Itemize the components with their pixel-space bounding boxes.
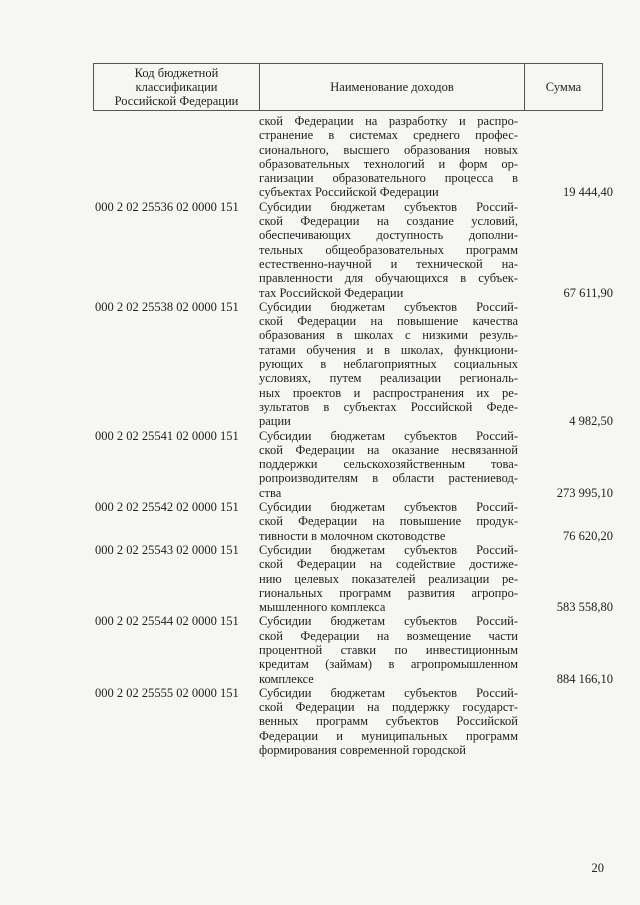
- description-line: сионального, высшего образования новых: [259, 142, 518, 157]
- description-line: комплексе: [259, 671, 314, 686]
- description-line: процентной ставки по инвестиционным: [259, 642, 518, 657]
- amount: 273 995,10: [556, 485, 613, 500]
- income-description: [259, 500, 518, 543]
- description-line: ства: [259, 485, 282, 500]
- description-line: образования в школах с низкими резуль-: [259, 328, 518, 343]
- amount: 583 558,80: [556, 600, 613, 615]
- table-header: [93, 63, 603, 111]
- description-line: Субсидии бюджетам субъектов Россий-: [259, 542, 518, 557]
- description-line: рующих в неблагоприятных социальных: [259, 357, 518, 372]
- header-code-line: классификации: [135, 80, 218, 94]
- description-line: ской Федерации на содействие достиже-: [259, 557, 518, 572]
- table-row: [0, 429, 640, 500]
- description-line: Субсидии бюджетам субъектов Россий-: [259, 614, 518, 629]
- header-code-line: Российской Федерации: [114, 94, 239, 108]
- table-row: [0, 500, 640, 543]
- amount: 76 620,20: [563, 528, 613, 543]
- description-line: образовательных технологий и форм ор-: [259, 156, 518, 171]
- income-description: [259, 114, 518, 200]
- description-line: ных проектов и распространения их ре-: [259, 385, 518, 400]
- description-line: тельных общеобразовательных программ: [259, 242, 518, 257]
- budget-code: 000 2 02 25536 02 0000 151: [95, 199, 239, 214]
- page-number: 20: [591, 861, 604, 875]
- description-line: Субсидии бюджетам субъектов Россий-: [259, 299, 518, 314]
- description-line: ской Федерации на разработку и распро-: [259, 114, 518, 128]
- description-line: ской Федерации на повышение качества: [259, 314, 518, 329]
- description-line: обеспечивающих доступность дополни-: [259, 228, 518, 243]
- amount: 19 444,40: [563, 185, 613, 200]
- description-line: тах Российской Федерации: [259, 285, 404, 300]
- description-line: ганизации образовательного процесса в: [259, 171, 518, 186]
- description-line: кредитам (займам) в агропромышленном: [259, 657, 518, 672]
- table-row: [0, 114, 640, 200]
- income-description: [259, 200, 518, 300]
- description-line: Федерации и муниципальных программ: [259, 728, 518, 743]
- description-line: мышленного комплекса: [259, 600, 386, 615]
- description-line: странение в системах среднего профес-: [259, 128, 518, 143]
- description-line: рации: [259, 414, 291, 429]
- description-line: татами обучения и в школах, функциони-: [259, 342, 518, 357]
- description-line: ской Федерации на возмещение части: [259, 628, 518, 643]
- description-line: поддержки сельскохозяйственным това-: [259, 457, 518, 472]
- income-description: [259, 543, 518, 614]
- description-line: ской Федерации на оказание несвязанной: [259, 442, 518, 457]
- header-name-column: [260, 64, 525, 110]
- header-sum-column: [525, 64, 602, 110]
- header-code-line: Код бюджетной: [134, 66, 219, 80]
- description-line: венных программ субъектов Российской: [259, 714, 518, 729]
- description-line: нию целевых показателей реализации ре-: [259, 571, 518, 586]
- description-line: условиях, путем реализации региональ-: [259, 371, 518, 386]
- description-line: правленности для обучающихся в субъек-: [259, 271, 518, 286]
- description-line: Субсидии бюджетам субъектов Россий-: [259, 685, 518, 700]
- description-line: тивности в молочном скотоводстве: [259, 528, 446, 543]
- description-line: Субсидии бюджетам субъектов Россий-: [259, 428, 518, 443]
- table-row: [0, 686, 640, 757]
- header-name-label: Наименование доходов: [330, 80, 454, 94]
- description-line: ропроизводителям в области растениевод-: [259, 471, 518, 486]
- budget-code: 000 2 02 25541 02 0000 151: [95, 428, 239, 443]
- income-description: [259, 614, 518, 685]
- income-description: [259, 686, 518, 757]
- header-sum-label: Сумма: [545, 80, 582, 94]
- table-row: [0, 614, 640, 685]
- table-body: [0, 114, 640, 757]
- budget-code: 000 2 02 25542 02 0000 151: [95, 500, 239, 515]
- amount: 67 611,90: [563, 285, 613, 300]
- description-line: ской Федерации на создание условий,: [259, 214, 518, 229]
- description-line: формирования современной городской: [259, 743, 466, 758]
- description-line: гиональных программ развития агропро-: [259, 585, 518, 600]
- amount: 4 982,50: [569, 414, 613, 429]
- budget-code: 000 2 02 25538 02 0000 151: [95, 299, 239, 314]
- description-line: субъектах Российской Федерации: [259, 185, 439, 200]
- budget-code: 000 2 02 25555 02 0000 151: [95, 685, 239, 700]
- amount: 884 166,10: [556, 671, 613, 686]
- table-row: [0, 300, 640, 429]
- table-row: [0, 200, 640, 300]
- table-row: [0, 543, 640, 614]
- description-line: ской Федерации на повышение продук-: [259, 514, 518, 529]
- description-line: зультатов в субъектах Российской Феде-: [259, 399, 518, 414]
- description-line: Субсидии бюджетам субъектов Россий-: [259, 199, 518, 214]
- income-description: [259, 429, 518, 500]
- description-line: ской Федерации на поддержку государст-: [259, 700, 518, 715]
- income-description: [259, 300, 518, 429]
- description-line: естественно-научной и технической на-: [259, 256, 518, 271]
- header-code-column: [94, 64, 260, 110]
- description-line: Субсидии бюджетам субъектов Россий-: [259, 500, 518, 515]
- budget-code: 000 2 02 25544 02 0000 151: [95, 614, 239, 629]
- budget-code: 000 2 02 25543 02 0000 151: [95, 542, 239, 557]
